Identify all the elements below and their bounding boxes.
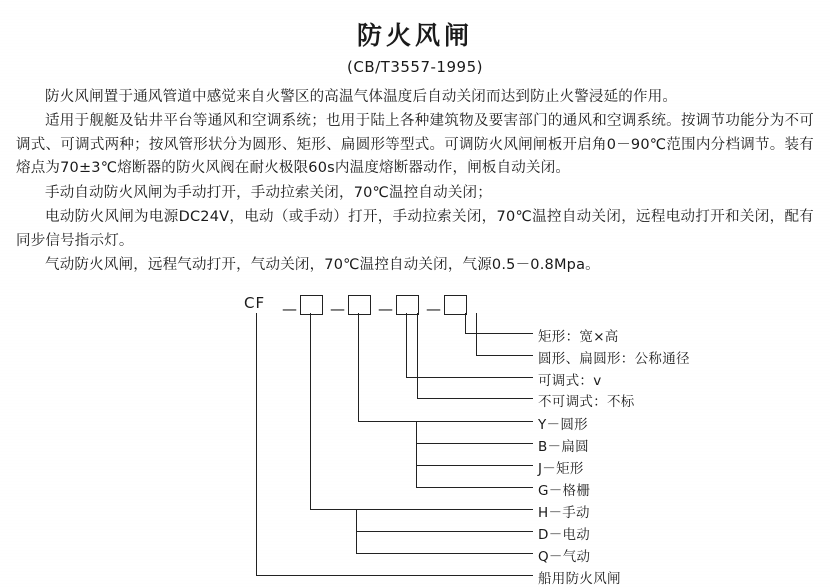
leader-line-v-2b (416, 421, 417, 487)
leader-line-v-3a (406, 313, 407, 377)
legend-item-10: D－电动 (538, 526, 591, 543)
leader-line-v-1b (356, 509, 357, 553)
legend-item-3: 可调式：v (538, 372, 602, 389)
legend-item-5: Y－圆形 (538, 416, 588, 433)
model-code-diagram (16, 292, 814, 587)
leader-line-h-1c (356, 553, 533, 554)
code-box-1 (300, 295, 323, 315)
paragraph-1: 防火风闸置于通风管道中感觉来自火警区的高温气体温度后自动关闭而达到防止火警浸延的作用。 (45, 89, 678, 105)
legend-item-4: 不可调式：不标 (538, 393, 635, 410)
leader-line-h-cf (256, 575, 533, 576)
leader-line-h-2a (358, 421, 533, 422)
leader-line-v-1a (310, 313, 311, 509)
paragraph-5: 气动防火风闸，远程气动打开，气动关闭，70℃温控自动关闭，气源0.5－0.8Mpa。 (45, 257, 600, 274)
leader-line-h-4b (476, 355, 533, 356)
leader-line-v-4b (476, 313, 477, 355)
leader-line-h-1a (310, 509, 533, 510)
legend-item-6: B－扁圆 (538, 438, 589, 455)
legend-item-2: 圆形、扁圆形：公称通径 (538, 350, 690, 367)
leader-line-v-4a (465, 313, 466, 333)
code-separator-2: — (330, 299, 345, 318)
code-box-3 (396, 295, 419, 315)
page-title: 防火风闸 (356, 21, 473, 50)
code-box-4 (444, 295, 467, 315)
leader-line-h-2b (416, 443, 533, 444)
legend-item-11: Q－气动 (538, 548, 591, 565)
standard-number: (CB/T3557-1995) (347, 58, 483, 76)
legend-item-7: J－矩形 (538, 460, 584, 477)
code-separator-1: — (282, 299, 297, 318)
legend-item-1: 矩形：宽×高 (538, 328, 619, 345)
paragraph-4: 电动防火风闸为电源DC24V，电动（或手动）打开，手动拉索关闭，70℃温控自动关闭，远程电动打开和关闭，配有同步信号指示灯。 (16, 209, 814, 249)
leader-line-h-1b (356, 531, 533, 532)
code-separator-3: — (378, 299, 393, 318)
leader-line-v-3b (417, 313, 418, 398)
leader-line-v-2a (358, 313, 359, 421)
code-separator-4: — (426, 299, 441, 318)
paragraph-3: 手动自动防火风闸为手动打开，手动拉索关闭，70℃温控自动关闭； (45, 184, 492, 201)
model-code-row (16, 292, 814, 322)
leader-line-h-2c (416, 465, 533, 466)
code-prefix-cf: CF (244, 293, 266, 312)
leader-line-h-2d (416, 487, 533, 488)
legend-item-9: H－手动 (538, 504, 590, 521)
code-box-2 (348, 295, 371, 315)
leader-line-h-3b (417, 398, 533, 399)
paragraph-2: 适用于舰艇及钻井平台等通风和空调系统；也用于陆上各种建筑物及要害部门的通风和空调系统。按调节功能分为不可调式、可调式两种；按风管形状分为圆形、矩形、扁圆形等型式。可调防火风闸闸板开启角0－90℃范围内分档调节。装有熔点为70±3℃熔断器的防火风阀在耐火极限60s内温度熔断器动作，闸板自动关闭。 (16, 113, 814, 177)
legend-item-12: 船用防火风闸 (538, 570, 621, 587)
leader-line-v-cf (256, 313, 257, 575)
legend-item-8: G－格栅 (538, 482, 591, 499)
leader-line-h-3a (406, 377, 533, 378)
